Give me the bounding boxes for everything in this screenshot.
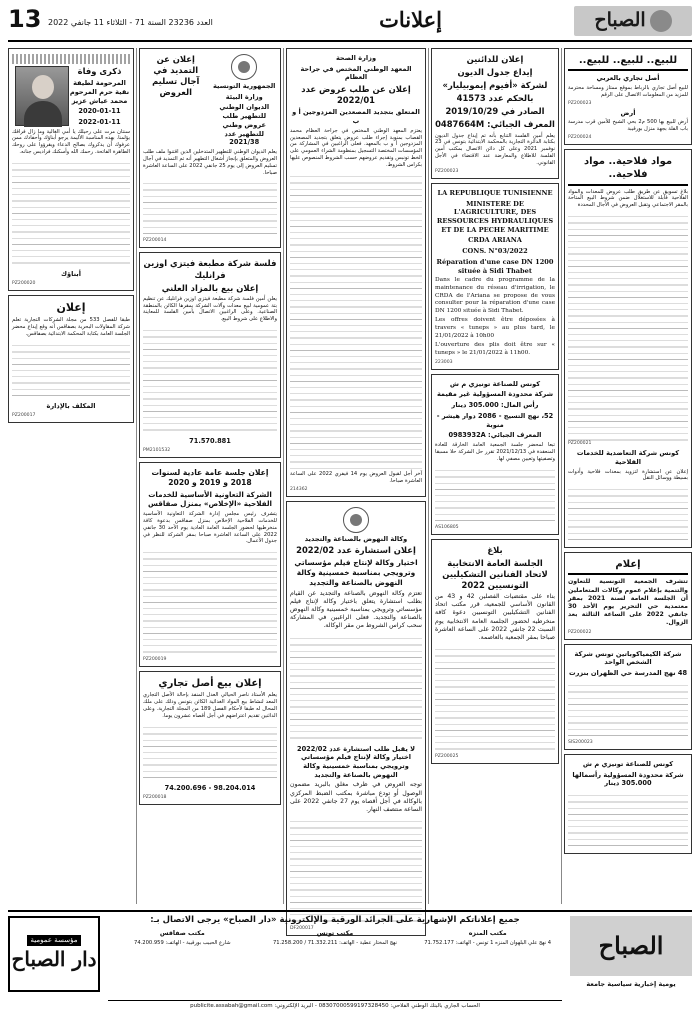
artists-body: بناء على مقتضيات الفصلين 42 و 43 من القانون الأساسي للجمعية، قرر مكتب اتحاد الفنانين التشكيليين التونسيين دعوة كافة منخرطيه لحضور الجلسة العامة الانتخابية يوم السبت 22 جانفي 2022 على الساعة العاشرة صباحا بمقر الجمعية بالعاصمة.	[435, 592, 555, 641]
body-text-block	[568, 484, 688, 544]
business-sale-code: PZ200018	[143, 794, 167, 800]
consultation-envelope-note: لا يقبل طلب استشارة عدد 2022/02 اختيار وكالة لإنتاج فيلم مؤسساتي وترويجي بمناسبة خمسينية وكالة النهوض بالصناعة والتجديد	[296, 744, 415, 779]
creditors-subtitle: إيداع جدول الديون	[457, 67, 533, 78]
footer-logo: الصباح	[570, 916, 692, 976]
creditors-company: لشركة «أفيوم إيموبيليار»	[442, 80, 548, 91]
creditors-tax-id: المعرف الجبائي: 0487664M	[435, 119, 555, 130]
creditors-date: الصادر في 2019/10/29	[445, 106, 545, 117]
onas-code: PZ200014	[143, 238, 167, 244]
consultation-submission: توجه العروض في ظرف مغلق بالبريد مضمون الوصول أو تودع مباشرة بمكتب الضبط المركزي بالوكالة في أجل أقصاه يوم 27 جانفي 2022 على الساعة منتصف النهار.	[290, 781, 423, 814]
ad-offices	[108, 930, 562, 947]
orthopedics-tender	[286, 48, 426, 497]
cooperative-title: كونس شركة التعاضدية للخدمات الفلاحية	[576, 449, 680, 466]
apii-consultation	[286, 501, 426, 937]
company-address: 48 نهج المدرسة حي الظهران بنزرت	[568, 669, 688, 678]
memorial-code: PZ200020	[12, 280, 36, 286]
farm-heading: مواد فلاحية.. مواد فلاحية..	[568, 153, 688, 185]
cooperative-body: إعلان عن استشارة لتزويد بمعدات فلاحية وأدوات بسيطة ووسائل النقل	[568, 468, 688, 482]
body-text-block	[568, 680, 688, 740]
farm-code: PZ200021	[568, 441, 592, 447]
memorial-name: المرحومة لطيفة نقية حرم المرحوم محمد عياش عزيز	[69, 79, 130, 105]
company-title: شركة الكيمياكوباتين تونس شركة الشخص الواحد	[574, 649, 682, 667]
for-sale-heading: للبيع.. للبيع.. للبيع..	[568, 52, 688, 71]
artists-heading: بلاغ	[487, 544, 503, 555]
memorial-body: سنتان مرت على رحيلك يا أمي الغالية وما زال فراقك يؤلمنا. بهذه المناسبة الأليمة يرجو أبناؤك وأحفادك ممن عرفوك أن يذكروك بصالح الدعاء ويقرؤوا على روحك الطاهرة الفاتحة. رحمك الله وأسكنك فراديس جنانه.	[12, 128, 130, 156]
artists-code: PZ200025	[435, 754, 459, 760]
column-3	[286, 48, 426, 932]
column-divider	[561, 48, 562, 904]
masthead-emblem-icon	[650, 10, 672, 32]
filing-code: PZ200017	[12, 412, 36, 418]
consultation-title: إعلان استشارة عدد 2022/02	[296, 545, 416, 556]
creditors-code: PZ200023	[435, 168, 459, 174]
filing-body: طبقا للفصل 533 من مجلة الشركات التجارية تعلم شركة المقاولات البحرية بصفاقس أنه وقع إيداع محضر الجلسة العامة بكتابة المحكمة الابتدائية بصفاقس.	[12, 317, 131, 338]
filing-signature: المكلف بالإدارة	[46, 401, 96, 410]
crda-office: CRDA ARIANA	[468, 236, 522, 245]
tender-subtitle: المتعلق بتجديد المصعدين المزدوجين أ و ب	[292, 108, 420, 125]
body-text-block	[143, 178, 277, 238]
consultation-code: DF200017	[290, 926, 314, 932]
announcement-heading: إعلام	[568, 556, 688, 575]
crda-number: CONS. N°03/2022	[462, 247, 528, 256]
sale-2-code: PZ200024	[568, 135, 592, 141]
consultation-body: تعتزم وكالة النهوض بالصناعة والتجديد عن القيام بطلب استشارة يتعلق باختيار وكالة لإنتاج فيلم مؤسساتي وترويجي بمناسبة خمسينية وكالة النهوض بالصناعة والتجديد. فعلى الراغبين في المشاركة سحب كراس الشروط من مقر الوكالة.	[290, 589, 422, 630]
body-text-block	[290, 633, 422, 743]
body-text-block	[12, 158, 130, 268]
page-header	[8, 4, 692, 42]
onas-republic: الجمهورية التونسية	[213, 82, 276, 90]
liquidation-address: 52، نهج التسيج - 2086 دوار هيشر - منوبة	[436, 411, 554, 429]
auction-notice	[139, 252, 281, 457]
column-divider	[136, 48, 137, 904]
assembly-code: PZ200019	[143, 657, 167, 663]
crda-ministry: MINISTERE DE L'AGRICULTURE, DES RESSOURCES HYDRAULIQUES ET DE LA PECHE MARITIME	[436, 199, 554, 234]
filing-title: إعلان	[56, 300, 86, 314]
auction-body: يعلن أمين فلسة شركة مطبعة فيتزي اوزين فرانليك عن تنظيم بتة عمومية لبيع معدات وآلات الشركة بمقرها الكائن بالمنطقة الصناعية. وعلى الراغبين الاتصال بأمين الفلسة للمعاينة والاطلاع على شروط البيع.	[143, 295, 277, 323]
liquidation-subtitle: شركة محدودة المسؤولية غير مقيمة	[436, 390, 554, 399]
creditors-body: يعلم أمين الفلسة التنابع بأنه تم إيداع جدول الديون بكتابة الدائرة التجارية بالمحكمة الابتدائية بتونس في 23 نوفمبر 2021 وعلى كل دائن الاتصال بمكتب أمين الفلسة للاطلاع والمعارضة عند الاقتضاء في الأجل القانوني.	[435, 132, 555, 166]
office-menzah: مكتب المنزه 4 نهج علي البلهوان المنزه 1 تونس - الهاتف: 71.752.177	[424, 930, 552, 947]
onas-ministry: وزارة البيئة	[225, 92, 263, 101]
column-5	[8, 48, 134, 904]
business-sale-phone: 98.204.014 - 74.200.696	[164, 783, 256, 792]
agency-name: وكالة النهوض بالصناعة والتجديد	[304, 534, 408, 543]
liquidation-notice	[431, 374, 559, 535]
crda-body: Dans le cadre du programme de la maintenance du réseau d'irrigation, le CRDA de l'Ariana se propose de vous consulter pour la réparation d'une case DN 1200 située à Sidi Thabet.	[435, 277, 555, 314]
column-divider	[428, 48, 429, 904]
memorial-title: ذكرى وفاة	[77, 66, 122, 76]
liquidation-company: كونس للصناعة تونيزي م ش	[449, 379, 541, 388]
column-1	[564, 48, 692, 904]
auction-phone: 71.570.881	[189, 437, 231, 446]
for-sale-ads	[564, 48, 692, 145]
assembly-subtitle: الشركة التعاونية الأساسية للخدمات الفلاحية «الإخلاص» بمنزل صفاقس	[147, 489, 273, 509]
tender-code: 214362	[290, 486, 308, 492]
tender-body: يعتزم المعهد الوطني المختص في جراحة العظام محمد القصاب بمنوبة إجراء طلب عروض يتعلق بتجديد المصعدين المزدوجين أ و ب بالمعهد. فعلى الراغبين في المشاركة من المؤسسات المختصة التسجيل بمنظومة الشراء العمومي على الخط تونبس وتقديم عروضهم حسب الشروط المنصوص عليها بكراس الشروط.	[290, 127, 422, 168]
footer-tagline: يومية إخبارية سياسية جامعة	[586, 980, 676, 988]
crda-subject: Réparation d'une case DN 1200 située à Sidi Thabet	[436, 257, 554, 275]
auction-code: PM2101532	[143, 447, 171, 453]
body-text-block	[290, 171, 422, 471]
sale-1-title: أصل تجاري بالعربي	[596, 74, 660, 83]
sale-2-body: أرض للبيع بها 500 م2 بحي الشيخ للأمين قرب مدرسة باب الفلة بجهة منزل بورقيبة	[568, 119, 688, 133]
farm-body: بلاغ تسويق عن طريق طلب عروض للمعدات والمواد الفلاحية قابلة للاستغلال ضمن شروط البيع المتاحة بالمقر الاجتماعي وتقبل العروض في الآجال المحددة	[568, 188, 688, 209]
coop2-body: شركة محدودة المسؤولية رأسمالها 305.000 دينار	[572, 770, 684, 788]
business-sale-body: يعلم الأستاذ ناصر الحيالي العدل المنفذ بإحالة الأصل التجاري المعد لنشاط بيع المواد الغذائية الكائن بتونس وذلك على ملك المحال له طبقا لأحكام الفصل 189 من المجلة التجارية. وعلى الدائنين تقديم اعتراضهم في أجل أقصاه عشرون يوما.	[143, 692, 278, 720]
coop2-title: كونس للصناعة تونيزي م ش	[582, 759, 674, 768]
sale-1-code: PZ200023	[568, 100, 592, 106]
farm-supplies-ads	[564, 149, 692, 548]
stamp-main: دار الصباح	[11, 947, 97, 972]
auction-title: فلسة شركة مطبعة فيتزي اوزين فرانليك	[143, 258, 277, 280]
body-text-block	[143, 547, 277, 657]
tender-title: إعلان عن طلب عروض عدد 2022/01	[301, 84, 411, 106]
page-footer	[8, 910, 692, 1010]
liquidation-body: تبعا لمحضر جلسة الجمعية العامة الخارقة للعادة المنعقدة في 2021/12/13 تقرر حل الشركة حلا مسبقا وتصفيتها وتعيين مصفي لها.	[435, 441, 555, 462]
crda-republic: LA REPUBLIQUE TUNISIENNE	[437, 188, 553, 197]
masthead-logo: الصباح	[574, 6, 692, 36]
creditors-notice	[431, 48, 559, 179]
creditors-title: إعلان للدائنين	[466, 54, 524, 64]
office-tunis: مكتب تونس نهج المختار عطية - الهاتف: 71.332.211 / 71.258.200	[272, 930, 397, 947]
artists-assembly-notice	[431, 539, 559, 765]
consultation-subtitle: اختيار وكالة لإنتاج فيلم مؤسساتي وترويجي بمناسبة خمسينية وكالة النهوض بالصناعة والتجديد	[294, 558, 418, 587]
memorial-date-from: 2020-01-11	[78, 107, 121, 116]
announcement-ad	[564, 552, 692, 639]
sale-2-title: أرض	[620, 108, 636, 117]
company-code: SIS200023	[568, 739, 593, 745]
announcement-body: تتشرف الجمعية التونسية للتعاون والتنمية بإعلام عموم وكالات المتعاملين أن الجلسة العامة لسنة 2021 بمقر معتمدية حي التحرير يوم الأحد 30 جانفي 2022 على الساعة الثالثة بعد الزوال.	[568, 578, 688, 627]
tender-ministry: وزارة الصحة	[335, 54, 377, 62]
crda-deadline: Les offres doivent être déposées à travers « tuneps » au plus tard, le 21/01/2022 à 10h00	[435, 317, 555, 339]
body-text-block	[568, 790, 688, 850]
publisher-stamp	[8, 916, 100, 992]
assembly-title: إعلان جلسة عامة عادية لسنوات 2018 و 2019 و 2020	[151, 467, 269, 487]
sale-1-body: للبيع أصل تجاري بالرباط بموقع ممتاز ومساحة محترمة للمزيد من المعلومات الاتصال على الرقم	[568, 84, 688, 98]
office-sfax: مكتب صفاقس شارع الحبيب بورقيبة - الهاتف: 74.200.959	[134, 930, 231, 947]
onas-tender	[139, 48, 281, 248]
body-text-block	[435, 644, 555, 754]
stamp-top: مؤسسة عمومية	[27, 935, 82, 946]
column-2	[431, 48, 559, 904]
general-assembly-notice	[139, 462, 281, 667]
coop2-ad	[564, 754, 692, 854]
company-filing-notice	[8, 295, 134, 423]
liquidation-capital: رأس المال: 305.000 دينار	[451, 401, 539, 410]
body-text-block	[143, 325, 277, 435]
onas-extension-title: إعلان عن التمديد في آجال تسليم العروض	[152, 54, 200, 98]
liquidation-code: AS106805	[435, 524, 459, 530]
business-sale-title: إعلان بيع أصل تجاري	[158, 678, 262, 690]
onas-body: يعلم الديوان الوطني للتطهير المتدخلين الذين اقتنوا ملف طلب العروض والمتعلق بإنجاز أشغال التطهير أنه تم التمديد في آجال تسليم العروض إلى يوم 25 جانفي 2022 على الساعة العاشرة صباحا.	[143, 148, 277, 176]
business-sale-notice	[139, 671, 281, 804]
onas-logo-icon	[231, 54, 257, 80]
page-number: 13	[8, 5, 42, 33]
announcement-code: PZ200022	[568, 629, 592, 635]
crda-code: 223003	[435, 359, 453, 365]
auction-subtitle: إعلان بيع بالمزاد العلني	[161, 282, 259, 293]
liquidation-tax-id: المعرف الجبائي: 0983932A	[448, 431, 542, 440]
creditors-judgment: بالحكم عدد 41573	[456, 93, 534, 104]
crda-opening: L'ouverture des plis doit être sur « tuneps » le 21/01/2022 à 11h00.	[435, 342, 555, 357]
crda-consultation	[431, 183, 559, 370]
body-text-block	[568, 211, 688, 441]
section-title: إعلانات	[379, 7, 442, 32]
column-divider	[283, 48, 284, 904]
body-text-block	[435, 465, 555, 525]
company-ad	[564, 644, 692, 750]
tender-institute: المعهد الوطني المختص في جراحة العظام	[300, 64, 412, 82]
ornament-border	[12, 54, 130, 64]
memorial-signature: أبناؤك	[60, 270, 82, 279]
artists-title: الجلسة العامة الانتخابية لاتحاد الفنانين التشكيليين التونسيين 2022	[442, 557, 548, 590]
ad-contact-banner: جميع إعلاناتكم الإشهارية على الجرائد الورقية والإلكترونية «دار الصباح» يرجى الاتصال بـ:	[150, 915, 520, 925]
memorial-date-to: 2022-01-11	[78, 117, 121, 126]
issue-meta: العدد 23236 السنة 71 - الثلاثاء 11 جانفي 2022	[48, 18, 213, 27]
onas-tender-ref: الديوان الوطني للتطهير طلب عروض وطني للتطهير عدد 2021/38	[219, 103, 270, 147]
agency-logo-icon	[343, 507, 369, 533]
assembly-body: يتشرف رئيس مجلس إدارة الشركة التعاونية الأساسية للخدمات الفلاحية الإخلاص بمنزل صفاقس بدعوة كافة منخرطيها لحضور الجلسة العامة العادية يوم الأحد 30 جانفي 2022 على الساعة العاشرة صباحا بمقر الشركة للنظر في جدول الأعمال.	[143, 510, 278, 545]
footer-bank-info: الحساب الجاري بالبنك الوطني الفلاحي: 08307000599197328450 - البريد الإلكتروني: publicite.assabah@gmail.com	[108, 1000, 562, 1010]
body-text-block	[143, 722, 277, 782]
body-text-block	[12, 340, 130, 400]
column-4	[139, 48, 281, 904]
portrait-photo	[15, 66, 69, 126]
tender-deadline: آخر أجل لقبول العروض يوم 14 فيفري 2022 على الساعة العاشرة صباحا.	[290, 470, 422, 484]
memorial-notice	[8, 48, 134, 291]
